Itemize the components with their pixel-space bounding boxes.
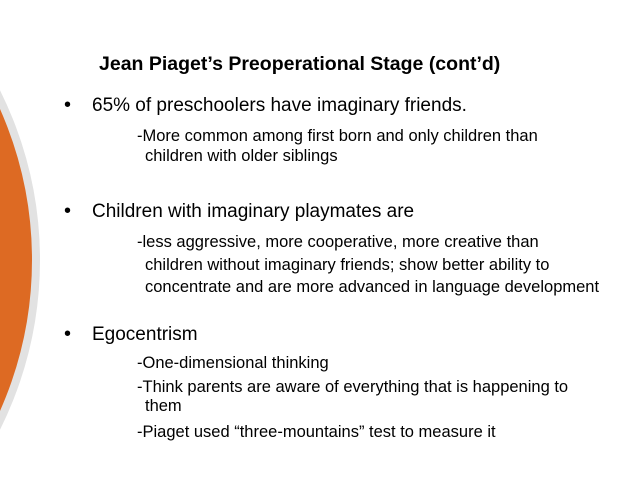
bullet-marker: •: [64, 323, 72, 345]
bullet-item: [64, 199, 414, 224]
bullet-text: Children with imaginary playmates are: [92, 201, 415, 222]
bullet-marker: •: [64, 200, 72, 222]
sub-point-line: -More common among first born and only children than: [137, 127, 538, 145]
bullet-text: 65% of preschoolers have imaginary friends.: [92, 95, 467, 116]
sub-point-line: -One-dimensional thinking: [137, 354, 329, 372]
sub-point-line: concentrate and are more advanced in language development: [145, 278, 600, 296]
bullet-marker: •: [64, 94, 72, 116]
sub-point-line: children without imaginary friends; show better ability to: [145, 256, 550, 274]
sub-point-line: -Piaget used “three-mountains” test to measure it: [137, 423, 496, 441]
bullet-text: Egocentrism: [92, 324, 198, 345]
bullet-item: [64, 93, 467, 118]
slide-title: Jean Piaget’s Preoperational Stage (cont’d): [99, 53, 501, 75]
sub-point-line: children with older siblings: [145, 147, 338, 165]
bullet-item: [64, 322, 198, 347]
sub-point-line: -less aggressive, more cooperative, more creative than: [137, 233, 539, 251]
sub-point-line: them: [145, 397, 182, 415]
sub-point-line: -Think parents are aware of everything that is happening to: [137, 378, 569, 396]
